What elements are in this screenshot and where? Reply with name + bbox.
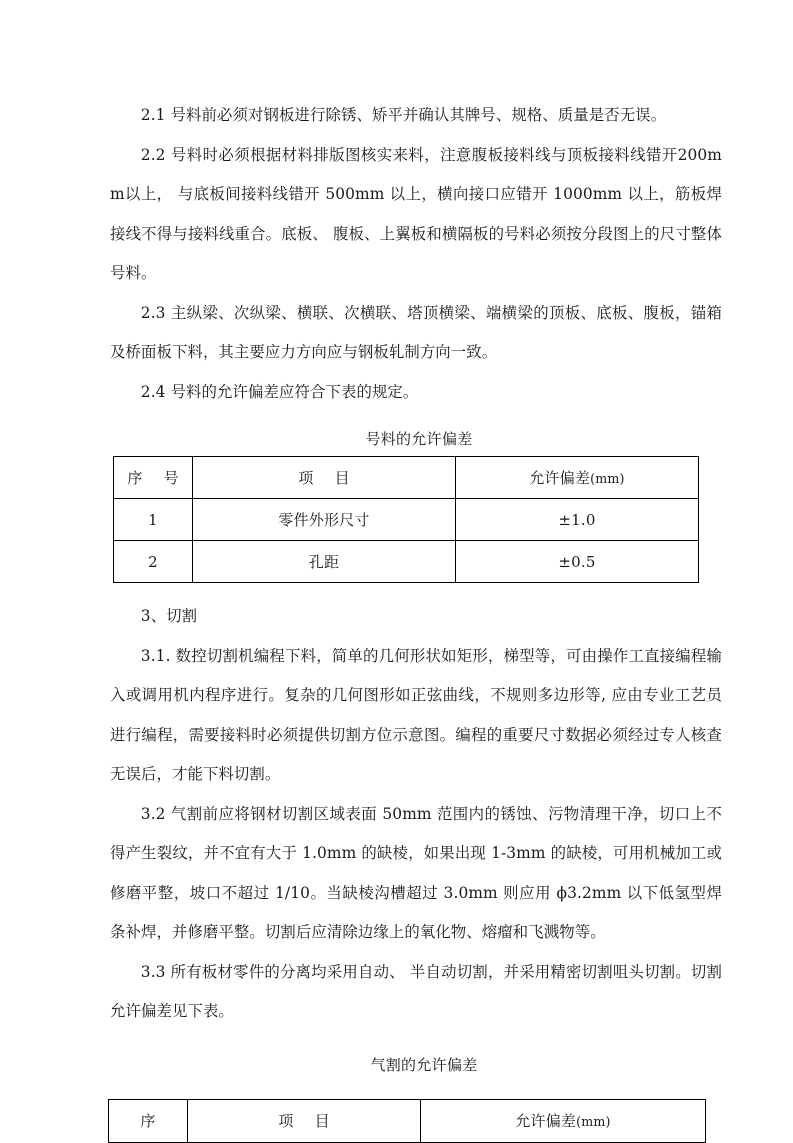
paragraph-3-3: 3.3 所有板材零件的分离均采用自动、 半自动切割，并采用精密切割咀头切割。切割允许偏差见下表。 — [110, 962, 722, 1020]
header-label-tolerance-unit: (mm) — [590, 471, 625, 486]
table-header-cell-tolerance — [421, 1099, 706, 1142]
header-label-item: 项 目 — [278, 1112, 338, 1130]
paragraph-3: 3、切割 — [140, 607, 198, 625]
paragraph-3-2: 3.2 气割前应将钢材切割区域表面 50mm 范围内的锈蚀、污物清理干净，切口上不得产生裂纹，并不宜有大于 1.0mm 的缺棱，如果出现 1-3mm 的缺棱，可用机械加工或修磨平整，坡口不超过 1/10。当缺棱沟槽超过 3.0mm 则应用 ϕ3.2mm 以下低氢型焊条补焊，并修磨平整。切割后应清除边缘上的氧化物、熔瘤和飞溅物等。 — [110, 804, 722, 941]
table-qige-tolerance — [108, 1099, 706, 1143]
paragraph-2-3: 2.3 主纵梁、次纵梁、横联、次横联、塔顶横梁、端横梁的顶板、底板、腹板，锚箱及桥面板下料，其主要应力方向应与钢板轧制方向一致。 — [110, 303, 722, 361]
cell-item: 零件外形尺寸 — [193, 499, 456, 541]
header-label-no: 序 号 — [127, 469, 187, 487]
table-header-cell-tolerance — [456, 457, 699, 499]
table-header-row — [114, 457, 699, 499]
paragraph-2-4: 2.4 号料的允许偏差应符合下表的规定。 — [140, 382, 419, 401]
document-body — [110, 96, 722, 1143]
paragraph-2-2: 2.2 号料时必须根据材料排版图核实来料，注意腹板接料线与顶板接料线错开200mm以上， 与底板间接料线错开 500mm 以上，横向接口应错开 1000mm 以上，筋板焊接线不得与接料线重合。底板、 腹板、上翼板和横隔板的号料必须按分段图上的尺寸整体号料。 — [110, 145, 722, 282]
table-header-cell-item — [188, 1099, 421, 1142]
spacer-before-table-2 — [110, 1032, 722, 1048]
table-header-cell-no — [109, 1099, 188, 1142]
table-haoliao-tolerance — [113, 456, 699, 583]
table-row — [114, 541, 699, 583]
cell-tolerance: ±1.0 — [456, 499, 699, 541]
table-header-cell-item — [193, 457, 456, 499]
table-2-title: 气割的允许偏差 — [370, 1055, 478, 1074]
table-header-row — [109, 1099, 706, 1142]
table-row — [114, 499, 699, 541]
spacer-after-table-1 — [110, 583, 722, 597]
cell-tolerance: ±0.5 — [456, 541, 699, 583]
cell-no: 1 — [114, 499, 193, 541]
header-label-tolerance-text: 允许偏差 — [515, 1112, 577, 1130]
table-1-title: 号料的允许偏差 — [365, 430, 473, 448]
cell-item: 孔距 — [193, 541, 456, 583]
table-header-cell-no — [114, 457, 193, 499]
paragraph-3-1: 3.1. 数控切割机编程下料，简单的几何形状如矩形，梯型等，可由操作工直接编程输入或调用机内程序进行。复杂的几何图形如正弦曲线，不规则多边形等, 应由专业工艺员进行编程，需要接料时必须提供切割方位示意图。编程的重要尺寸数据必须经过专人核查无误后，才能下料切割。 — [110, 646, 722, 783]
spacer-table-2-title-gap — [110, 1082, 722, 1099]
header-label-item: 项 目 — [298, 469, 358, 487]
header-label-tolerance-unit: (mm) — [576, 1114, 611, 1129]
spacer-before-table-1 — [110, 412, 722, 422]
cell-no: 2 — [114, 541, 193, 583]
header-label-no: 序 — [140, 1112, 156, 1130]
header-label-tolerance-text: 允许偏差 — [529, 469, 591, 487]
paragraph-2-1: 2.1 号料前必须对钢板进行除锈、矫平并确认其牌号、规格、质量是否无误。 — [140, 106, 667, 124]
